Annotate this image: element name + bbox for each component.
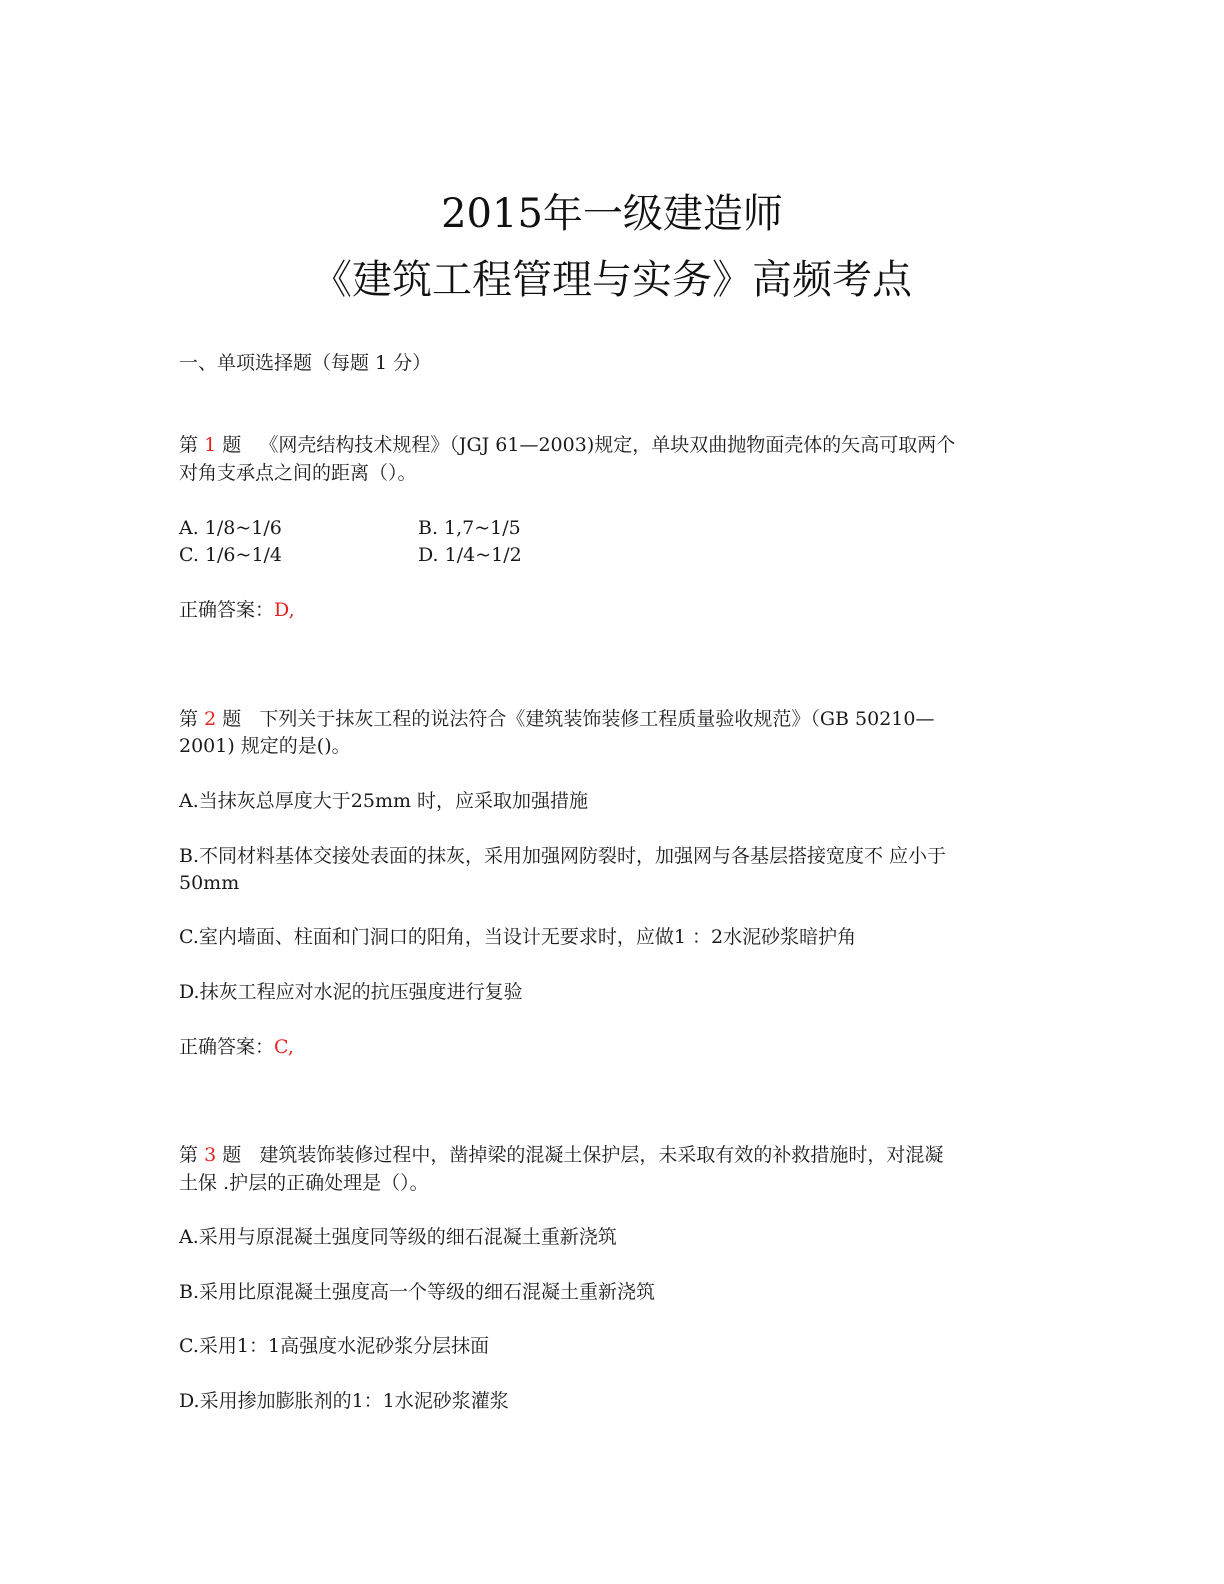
- question-1-option-c: C. 1/6~1/4: [179, 544, 283, 566]
- question-2-option-b-line2: 50mm: [179, 872, 240, 894]
- question-3-option-c: C.采用1：1高强度水泥砂浆分层抹面: [179, 1335, 490, 1357]
- question-suffix: 题: [222, 434, 242, 456]
- question-2-option-d: D.抹灰工程应对水泥的抗压强度进行复验: [179, 981, 523, 1003]
- question-2-option-b-line1: B.不同材料基体交接处表面的抹灰，采用加强网防裂时，加强网与各基层搭接宽度不 应小于: [179, 845, 947, 867]
- answer-label: 正确答案：: [179, 1036, 275, 1058]
- question-3-option-b: B.采用比原混凝土强度高一个等级的细石混凝土重新浇筑: [179, 1281, 656, 1303]
- answer-value: D,: [274, 599, 295, 621]
- question-prefix: 第: [179, 434, 199, 456]
- section-heading: 一、单项选择题（每题 1 分）: [179, 352, 432, 374]
- question-2-stem-line2: 2001) 规定的是()。: [179, 735, 351, 757]
- question-1-stem-line2: 对角支承点之间的距离（）。: [179, 462, 417, 484]
- question-2-option-a: A.当抹灰总厚度大于25mm 时，应采取加强措施: [179, 790, 589, 812]
- document-title-line2: 《建筑工程管理与实务》高频考点: [312, 257, 912, 303]
- question-number: 2: [204, 708, 217, 730]
- question-3-option-a: A.采用与原混凝土强度同等级的细石混凝土重新浇筑: [179, 1226, 617, 1248]
- question-3-stem-line1: [179, 1143, 943, 1167]
- question-2-stem-line1: [179, 707, 934, 731]
- question-number: 3: [204, 1144, 217, 1166]
- question-suffix: 题: [222, 708, 242, 730]
- question-2-answer: [179, 1035, 294, 1059]
- question-3-option-d: D.采用掺加膨胀剂的1：1水泥砂浆灌浆: [179, 1390, 509, 1412]
- question-stem-text: 《网壳结构技术规程》（JGJ 61—2003)规定，单块双曲抛物面壳体的矢高可取两个: [259, 434, 956, 456]
- question-stem-text: 下列关于抹灰工程的说法符合《建筑装饰装修工程质量验收规范》（GB 50210—: [259, 708, 935, 730]
- question-2-option-c: C.室内墙面、柱面和门洞口的阳角，当设计无要求时，应做1 ：2水泥砂浆暗护角: [179, 926, 857, 948]
- question-number: 1: [204, 434, 217, 456]
- question-1-answer: [179, 598, 295, 622]
- question-1-options-row1: [179, 516, 282, 540]
- question-suffix: 题: [222, 1144, 242, 1166]
- question-stem-text: 建筑装饰装修过程中，凿掉梁的混凝土保护层，未采取有效的补救措施时，对混凝: [259, 1144, 944, 1166]
- question-prefix: 第: [179, 1144, 199, 1166]
- option-a: A. 1/8~1/6: [179, 517, 282, 539]
- question-1-option-d: D. 1/4~1/2: [418, 544, 522, 566]
- question-1-option-b: B. 1,7~1/5: [418, 517, 521, 539]
- answer-value: C,: [274, 1036, 294, 1058]
- document-title-line1: 2015年一级建造师: [441, 191, 783, 237]
- question-3-stem-line2: 土保 .护层的正确处理是（）。: [179, 1172, 429, 1194]
- answer-label: 正确答案：: [179, 599, 275, 621]
- question-prefix: 第: [179, 708, 199, 730]
- question-1-stem-line1: [179, 433, 955, 457]
